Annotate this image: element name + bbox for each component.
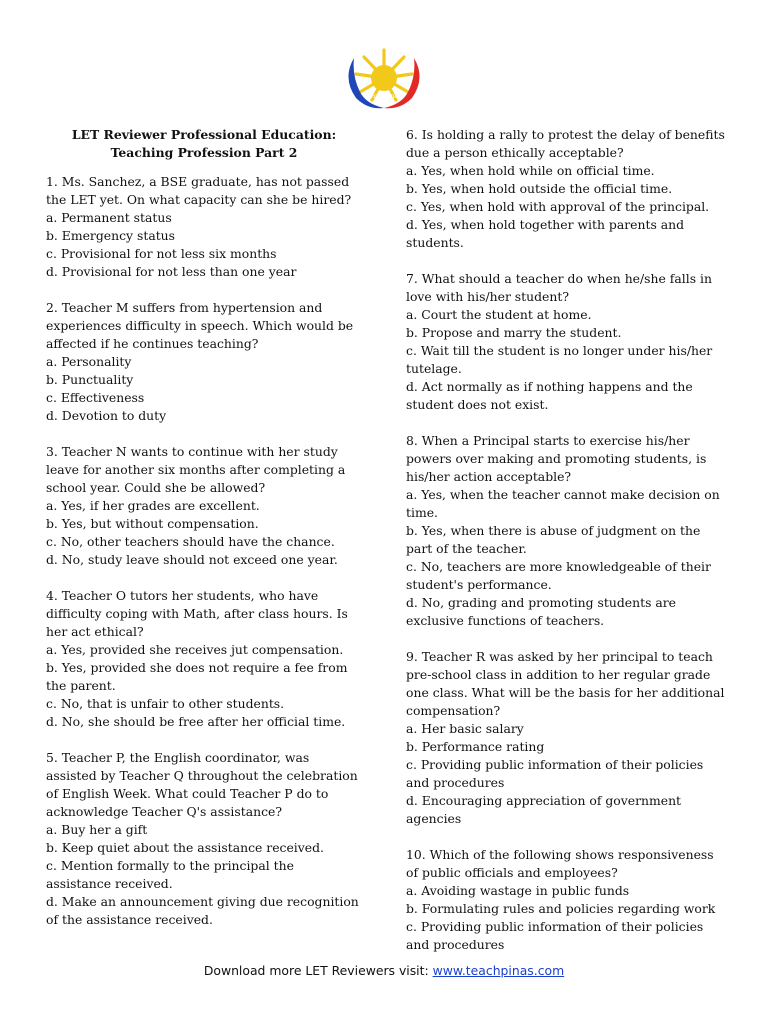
left-column — [46, 126, 362, 947]
answer-option: c. No, teachers are more knowledgeable of their student's performance. — [406, 559, 711, 592]
footer-text: Download more LET Reviewers visit: — [203, 963, 433, 978]
answer-option: d. Make an announcement giving due recognition of the assistance received. — [46, 894, 359, 927]
title-line-1: LET Reviewer Professional Education: — [71, 127, 337, 142]
answer-option: b. Yes, when there is abuse of judgment on the part of the teacher. — [406, 523, 701, 556]
logo-lettering: TeachPinas — [366, 93, 402, 100]
answer-option: a. Personality — [46, 354, 132, 369]
question-stem: 5. Teacher P, the English coordinator, was assisted by Teacher Q throughout the celebration of English Week. What could Teacher P do to acknowledge Teacher Q's assistance? — [46, 750, 358, 819]
answer-option: d. Provisional for not less than one year — [46, 264, 297, 279]
answer-option: b. Propose and marry the student. — [406, 325, 622, 340]
question-block — [46, 173, 362, 281]
answer-option: c. Effectiveness — [46, 390, 145, 405]
question-stem: 10. Which of the following shows responsiveness of public officials and employees? — [406, 847, 714, 880]
answer-option: a. Yes, when hold while on official time. — [406, 163, 655, 178]
answer-option: c. Yes, when hold with approval of the principal. — [406, 199, 710, 214]
answer-option: b. Keep quiet about the assistance received. — [46, 840, 324, 855]
footer-link[interactable]: www.teachpinas.com — [432, 963, 565, 978]
answer-option: a. Yes, provided she receives jut compensation. — [46, 642, 344, 657]
answer-option: a. Permanent status — [46, 210, 172, 225]
answer-option: c. Providing public information of their policies and procedures — [406, 919, 704, 952]
question-stem: 7. What should a teacher do when he/she falls in love with his/her student? — [406, 271, 712, 304]
left-question-list — [46, 173, 362, 929]
question-stem: 3. Teacher N wants to continue with her study leave for another six months after completing a school year. Could she be allowed? — [46, 444, 346, 495]
question-block — [406, 846, 728, 954]
answer-option: c. Providing public information of their policies and procedures — [406, 757, 704, 790]
answer-option: c. Wait till the student is no longer under his/her tutelage. — [406, 343, 713, 376]
question-stem: 4. Teacher O tutors her students, who have difficulty coping with Math, after class hours. Is her act ethical? — [46, 588, 348, 639]
answer-option: b. Performance rating — [406, 739, 545, 754]
question-block — [406, 432, 728, 630]
question-block — [406, 270, 728, 414]
answer-option: d. Encouraging appreciation of government agencies — [406, 793, 682, 826]
answer-option: d. Yes, when hold together with parents and students. — [406, 217, 685, 250]
document-title — [46, 126, 362, 162]
question-block — [406, 126, 728, 252]
answer-option: d. No, study leave should not exceed one year. — [46, 552, 338, 567]
answer-option: a. Court the student at home. — [406, 307, 592, 322]
answer-option: d. Devotion to duty — [46, 408, 167, 423]
title-line-2: Teaching Profession Part 2 — [110, 145, 298, 160]
answer-option: a. Avoiding wastage in public funds — [406, 883, 630, 898]
question-block — [406, 648, 728, 828]
answer-option: a. Yes, when the teacher cannot make decision on time. — [406, 487, 720, 520]
footer — [0, 963, 768, 978]
answer-option: b. Punctuality — [46, 372, 134, 387]
answer-option: c. No, other teachers should have the chance. — [46, 534, 335, 549]
question-stem: 8. When a Principal starts to exercise his/her powers over making and promoting students, is his/her action acceptable? — [406, 433, 707, 484]
answer-option: d. Act normally as if nothing happens and the student does not exist. — [406, 379, 693, 412]
question-stem: 9. Teacher R was asked by her principal to teach pre-school class in addition to her regular grade one class. What will be the basis for her additional compensation? — [406, 649, 725, 718]
answer-option: a. Yes, if her grades are excellent. — [46, 498, 260, 513]
answer-option: b. Yes, provided she does not require a fee from the parent. — [46, 660, 348, 693]
answer-option: c. Provisional for not less six months — [46, 246, 277, 261]
answer-option: d. No, grading and promoting students are exclusive functions of teachers. — [406, 595, 677, 628]
answer-option: a. Buy her a gift — [46, 822, 148, 837]
question-stem: 1. Ms. Sanchez, a BSE graduate, has not passed the LET yet. On what capacity can she be hired? — [46, 174, 352, 207]
question-block — [46, 443, 362, 569]
teachpinas-logo — [340, 48, 428, 112]
question-stem: 6. Is holding a rally to protest the delay of benefits due a person ethically acceptable? — [406, 127, 725, 160]
answer-option: b. Formulating rules and policies regarding work — [406, 901, 716, 916]
answer-option: b. Yes, when hold outside the official time. — [406, 181, 673, 196]
right-question-list — [406, 126, 728, 954]
answer-option: a. Her basic salary — [406, 721, 524, 736]
answer-option: c. No, that is unfair to other students. — [46, 696, 285, 711]
question-block — [46, 587, 362, 731]
right-column — [406, 126, 728, 972]
answer-option: b. Emergency status — [46, 228, 176, 243]
answer-option: d. No, she should be free after her official time. — [46, 714, 346, 729]
question-stem: 2. Teacher M suffers from hypertension and experiences difficulty in speech. Which would be affected if he continues teaching? — [46, 300, 354, 351]
answer-option: b. Yes, but without compensation. — [46, 516, 259, 531]
question-block — [46, 749, 362, 929]
question-block — [46, 299, 362, 425]
answer-option: c. Mention formally to the principal the assistance received. — [46, 858, 294, 891]
